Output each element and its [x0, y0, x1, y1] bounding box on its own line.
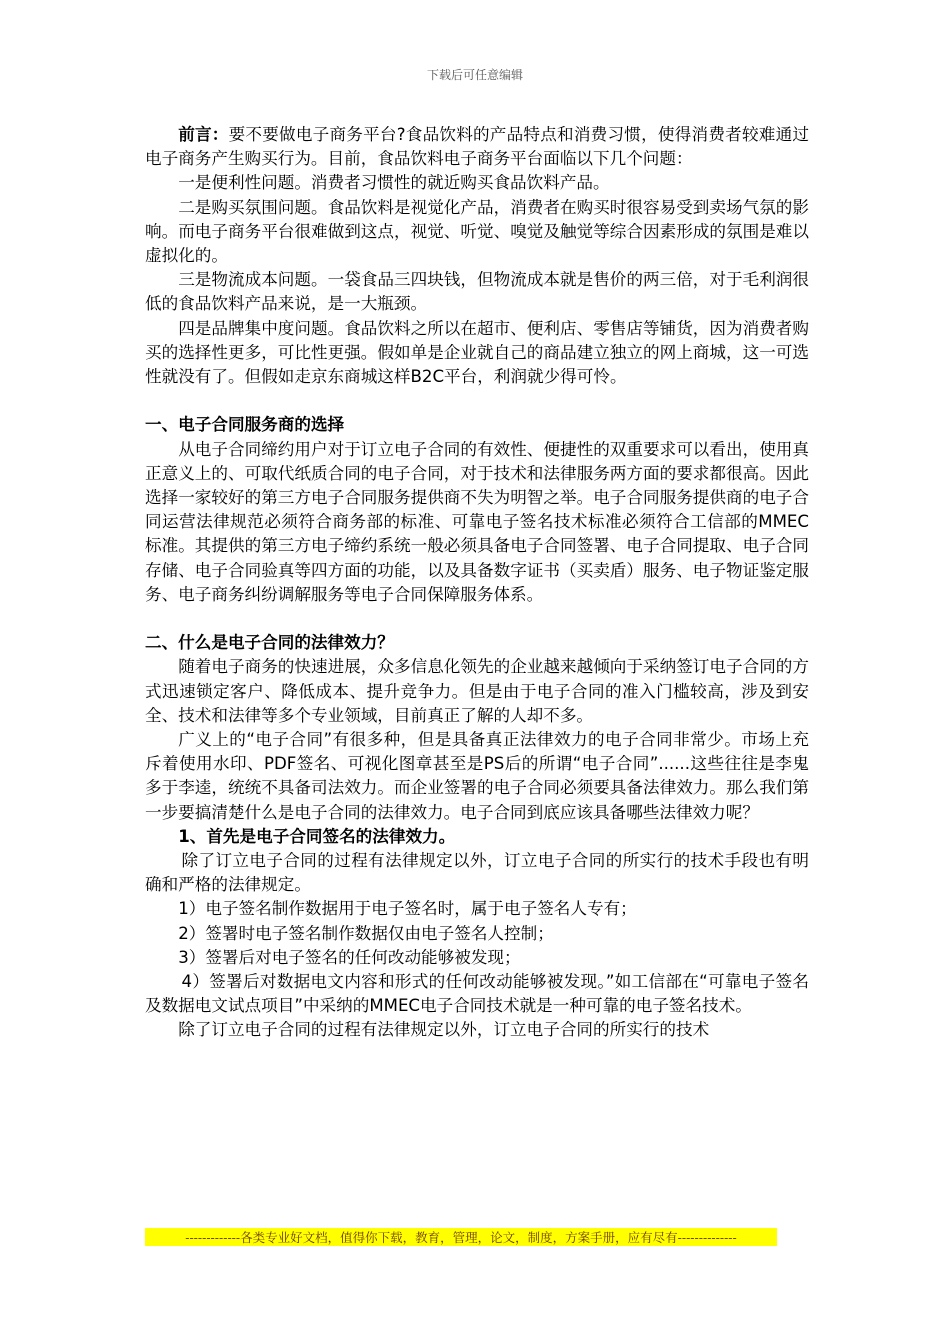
preface-point: 二是购买氛围问题。食品饮料是视觉化产品，消费者在购买时很容易受到卖场气氛的影响。而电子商务平台很难做到这点，视觉、听觉、嗅觉及触觉等综合因素形成的氛围是难以虚拟化的。: [145, 197, 809, 266]
list-item: 1）电子签名制作数据用于电子签名时，属于电子签名人专有；: [178, 899, 637, 919]
section-1-body: 从电子合同缔约用户对于订立电子合同的有效性、便捷性的双重要求可以看出，使用真正意义上的、可取代纸质合同的电子合同，对于技术和法律服务两方面的要求都很高。因此选择一家较好的第三方电子合同服务提供商不失为明智之举。电子合同服务提供商的电子合同运营法律规范必须符合商务部的标准、可靠电子签名技术标准必须符合工信部的MMEC标准。其提供的第三方电子缔约系统一般必须具备电子合同签署、电子合同提取、电子合同存储、电子合同验真等四方面的功能，以及具备数字证书（买卖盾）服务、电子物证鉴定服务、电子商务纠纷调解服务等电子合同保障服务体系。: [145, 439, 809, 604]
section-2-title: 二、什么是电子合同的法律效力？: [145, 633, 394, 653]
page-footer-banner: -------------各类专业好文档，值得你下载，教育，管理，论文，制度，方案手册，应有尽有--------------: [145, 1228, 777, 1246]
list-item: 2）签署时电子签名制作数据仅由电子签名人控制；: [178, 923, 554, 943]
document-body: [145, 123, 809, 1043]
section-2-sub-body: 除了订立电子合同的过程有法律规定以外，订立电子合同的所实行的技术手段也有明确和严格的法律规定。: [145, 851, 809, 895]
section-1-title: 一、电子合同服务商的选择: [145, 415, 345, 435]
blank-line: [145, 607, 809, 631]
page-header: 下载后可任意编辑: [426, 68, 523, 82]
section-2-paragraph: 随着电子商务的快速进展，众多信息化领先的企业越来越倾向于采纳签订电子合同的方式迅速锁定客户、降低成本、提升竞争力。但是由于电子合同的准入门槛较高，涉及到安全、技术和法律等多个专业领域，目前真正了解的人却不多。: [145, 657, 809, 725]
closing-paragraph: 除了订立电子合同的过程有法律规定以外，订立电子合同的所实行的技术: [178, 1020, 710, 1040]
preface-label: 前言：: [178, 125, 229, 144]
section-2-subtitle: 1、首先是电子合同签名的法律效力。: [178, 826, 456, 846]
preface-point: 四是品牌集中度问题。食品饮料之所以在超市、便利店、零售店等铺货，因为消费者购买的选择性更多，可比性更强。假如单是企业就自己的商品建立独立的网上商城，这一可选性就没有了。但假如走京东商城这样B2C平台，利润就少得可怜。: [145, 318, 809, 387]
preface-text: 要不要做电子商务平台?食品饮料的产品特点和消费习惯，使得消费者较难通过电子商务产生购买行为。目前，食品饮料电子商务平台面临以下几个问题：: [145, 125, 809, 169]
preface-point: 一是便利性问题。消费者习惯性的就近购买食品饮料产品。: [178, 173, 610, 193]
preface-point: 三是物流成本问题。一袋食品三四块钱，但物流成本就是售价的两三倍，对于毛利润很低的食品饮料产品来说，是一大瓶颈。: [145, 270, 809, 314]
section-2-paragraph: 广义上的“电子合同”有很多种，但是具备真正法律效力的电子合同非常少。市场上充斥着使用水印、PDF签名、可视化图章甚至是PS后的所谓“电子合同”......这些往往是李鬼多于李逵，统统不具备司法效力。而企业签署的电子合同必须要具备法律效力。那么我们第一步要搞清楚什么是电子合同的法律效力。电子合同到底应该具备哪些法律效力呢？: [145, 730, 809, 822]
blank-line: [145, 389, 809, 413]
list-item: 4）签署后对数据电文内容和形式的任何改动能够被发现。”如工信部在“可靠电子签名及数据电文试点项目”中采纳的MMEC电子合同技术就是一种可靠的电子签名技术。: [145, 972, 809, 1016]
list-item: 3）签署后对电子签名的任何改动能够被发现；: [178, 947, 521, 967]
preface-paragraph: [145, 123, 809, 171]
